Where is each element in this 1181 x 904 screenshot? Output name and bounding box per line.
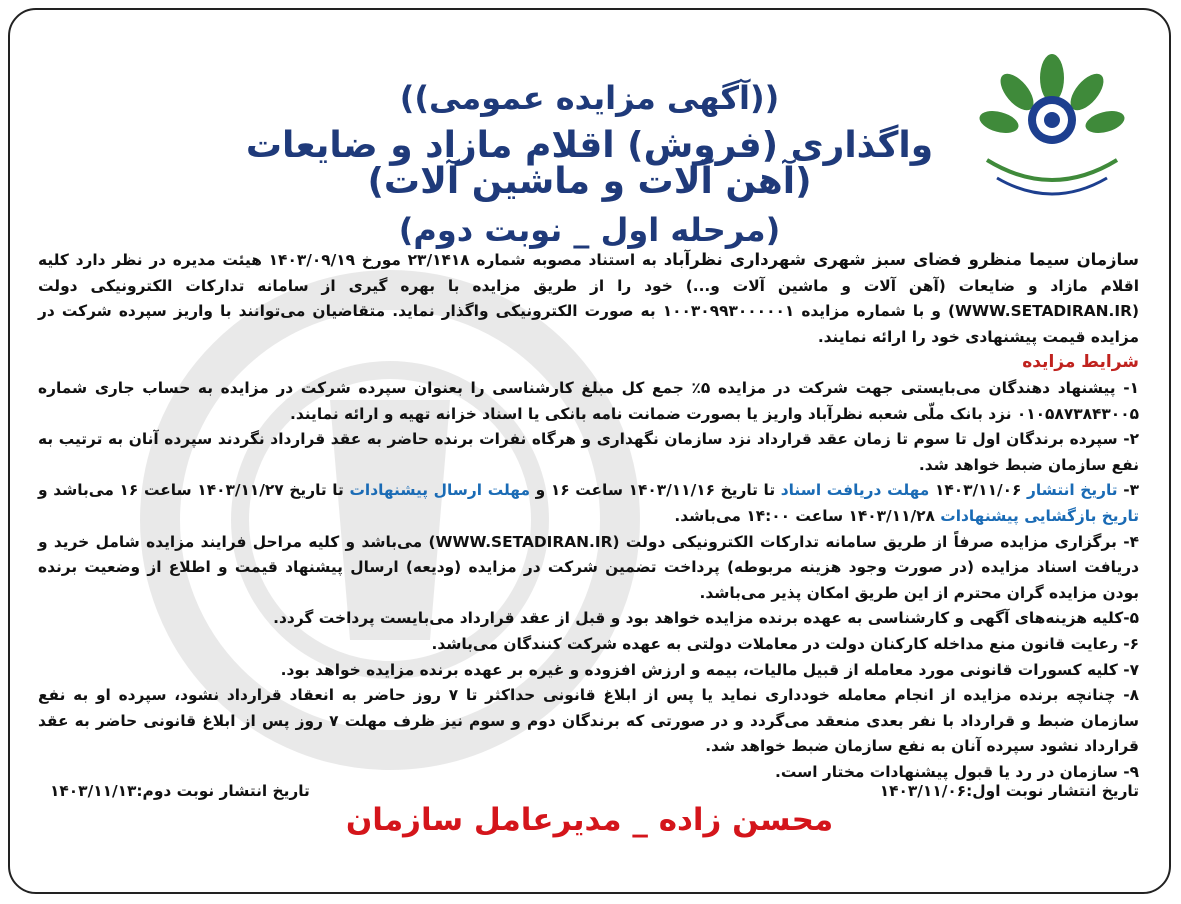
- municipal-green-space-logo-icon: [957, 50, 1147, 210]
- condition-2: ۲- سپرده برندگان اول تا سوم تا زمان عقد قرارداد نزد سازمان نگهداری و هرگاه نفرات برنده حاضر به عقد قرارداد نگردند سپرده آنان به ترتیب به نفع سازمان ضبط خواهد شد.: [38, 430, 1139, 474]
- condition-3-number: ۳-: [1117, 481, 1140, 500]
- condition-4: ۴- برگزاری مزایده صرفاً از طریق سامانه تدارکات الکترونیکی دولت (WWW.SETADIRAN.IR) می‌باشد و کلیه مراحل فرایند مزایده شامل خرید و دریافت اسناد مزایده (در صورت وجود هزینه مربوطه) پرداخت تضمین شرکت در مزایده (ودیعه) ارسال پیشنهاد قیمت و اطلاع از وضعیت برنده بودن مزایده گران محترم از این طریق امکان پذیر می‌باشد.: [38, 532, 1139, 602]
- setad-website: WWW.SETADIRAN.IR: [955, 302, 1132, 321]
- organization-name: سازمان سیما منظرو فضای سبز شهری شهرداری نظرآباد: [663, 250, 1139, 269]
- signature: محسن زاده _ مدیرعامل سازمان: [345, 802, 834, 838]
- ad-main-title: واگذاری (فروش) اقلام مازاد و ضایعات (آهن آلات و ماشین آلات): [245, 125, 934, 202]
- condition-3-text-1: ۱۴۰۳/۱۱/۰۶: [929, 481, 1028, 500]
- condition-3-text-3: تا تاریخ ۱۴۰۳/۱۱/۲۷ ساعت ۱۶ می‌باشد و: [38, 481, 350, 500]
- condition-5: ۵-کلیه هزینه‌های آگهی و کارشناسی به عهده برنده مزایده خواهد بود و قبل از عقد قرارداد می‌بایست پرداخت گردد.: [273, 609, 1139, 628]
- condition-3: [38, 478, 1139, 529]
- opening-date-label: تاریخ بازگشایی پیشنهادات: [940, 506, 1139, 525]
- condition-9: ۹- سازمان در رد یا قبول پیشنهادات مختار است.: [775, 762, 1139, 781]
- intro-text-1: به استناد مصوبه شماره ۲۳/۱۴۱۸ مورخ ۱۴۰۳/۰۹/۱۹ هیئت مدیره در نظر دارد کلیه اقلام مازاد و ضایعات (آهن آلات و ماشین آلات و...) خود را از طریق مزایده با بهره گیری از سامانه تدارکات الکترونیکی دولت (: [38, 251, 1139, 321]
- advertisement-frame: [8, 8, 1171, 894]
- bid-deadline-label: مهلت ارسال پیشنهادات: [349, 481, 530, 500]
- publish-dates: [50, 782, 1139, 800]
- condition-7: ۷- کلیه کسورات قانونی مورد معامله از قبیل مالیات، بیمه و ارزش افزوده و غیره بر عهده برنده مزایده خواهد بود.: [280, 660, 1139, 679]
- intro-paragraph: [38, 247, 1139, 350]
- second-publish-date: تاریخ انتشار نوبت دوم:۱۴۰۳/۱۱/۱۳: [50, 782, 310, 800]
- organization-logo: [957, 50, 1147, 210]
- condition-3-text-2: تا تاریخ ۱۴۰۳/۱۱/۱۶ ساعت ۱۶ و: [529, 481, 781, 500]
- conditions-heading: شرایط مزایده: [1022, 352, 1139, 373]
- condition-3-text-4: ۱۴۰۳/۱۱/۲۸ ساعت ۱۴:۰۰ می‌باشد.: [674, 506, 941, 525]
- publish-date-label: تاریخ انتشار: [1027, 481, 1118, 500]
- ad-stage-title: (مرحله اول _ نوبت دوم): [398, 211, 781, 249]
- condition-6: ۶- رعایت قانون منع مداخله کارکنان دولت در معاملات دولتی به عهده شرکت کنندگان می‌باشد.: [431, 634, 1139, 653]
- ad-body: [38, 247, 1139, 785]
- condition-8: ۸- چنانچه برنده مزایده از انجام معامله خودداری نماید یا پس از ابلاغ قانونی حداکثر تا ۷ روز حاضر به انعقاد قرارداد نشود، سپرده او به نفع سازمان ضبط و قرارداد با نفر بعدی منعقد می‌گردد و در صورتی که برندگان دوم و سوم نیز ظرف مهلت ۷ روز پس از ابلاغ قانونی حاضر به عقد قرارداد نشود سپرده آنان به نفع سازمان ضبط خواهد شد.: [38, 686, 1140, 756]
- title-block: [240, 79, 939, 249]
- ad-type-title: ((آگهی مزایده عمومی)): [399, 79, 780, 117]
- first-publish-date: تاریخ انتشار نوبت اول:۱۴۰۳/۱۱/۰۶: [879, 782, 1139, 800]
- intro-text-2: ) و با شماره مزایده ۱۰۰۳۰۹۹۳۰۰۰۰۰۱ به صورت الکترونیکی واگذار نماید. متقاضیان می‌توانند با واریز سپرده شرکت در مزایده قیمت پیشنهادی خود را ارائه نمایند.: [38, 302, 1139, 346]
- condition-1: ۱- پیشنهاد دهندگان می‌بایستی جهت شرکت در مزایده ۵٪ جمع کل مبلغ کارشناسی را بعنوان سپرده شرکت در مزایده به حساب جاری شماره ۰۱۰۵۸۷۳۸۴۳۰۰۵ نزد بانک ملّی شعبه نظرآباد واریز یا بصورت ضمانت نامه بانکی یا اسناد خزانه تهیه و ارائه نمایند.: [38, 378, 1139, 423]
- document-deadline-label: مهلت دریافت اسناد: [780, 481, 930, 500]
